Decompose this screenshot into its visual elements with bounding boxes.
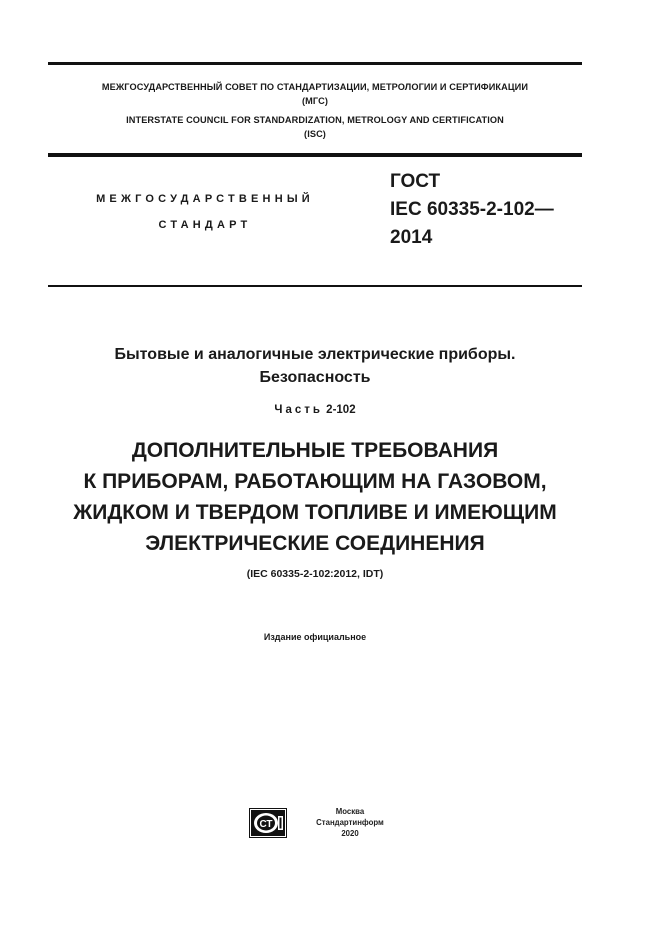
publisher-city: Москва: [335, 807, 365, 816]
title-line1: Бытовые и аналогичные электрические приборы.: [114, 346, 516, 363]
standard-label: [60, 186, 350, 238]
council-en: INTERSTATE COUNCIL FOR STANDARDIZATION, METROLOGY AND CERTIFICATION: [126, 115, 504, 125]
part-label: [48, 404, 582, 416]
gost-line3: 2014: [390, 227, 433, 248]
requirements-line1: ДОПОЛНИТЕЛЬНЫЕ ТРЕБОВАНИЯ: [131, 439, 499, 462]
standard-label-line1: МЕЖГОСУДАРСТВЕННЫЙ: [96, 193, 314, 205]
standartinform-logo-icon: [249, 808, 287, 838]
top-rule: [48, 62, 582, 65]
iec-reference: (IEC 60335-2-102:2012, IDT): [246, 568, 384, 580]
part-word: Часть: [274, 404, 323, 416]
requirements-line4: ЭЛЕКТРИЧЕСКИЕ СОЕДИНЕНИЯ: [145, 532, 485, 555]
publisher-info: [300, 806, 400, 839]
official-edition: Издание официальное: [263, 632, 367, 642]
title-line2: Безопасность: [259, 369, 371, 386]
document-title: [48, 343, 582, 389]
council-rule: [48, 153, 582, 157]
gost-line1: ГОСТ: [390, 171, 441, 192]
gost-line2: IEC 60335-2-102—: [390, 199, 554, 220]
publisher-name: Стандартинформ: [316, 818, 384, 827]
council-ru-abbr: (МГС): [302, 96, 328, 106]
logo-lettering: СТ: [259, 819, 273, 830]
council-en-abbr: (ISC): [304, 129, 326, 139]
part-number: 2-102: [326, 404, 356, 416]
standard-label-line2: СТАНДАРТ: [158, 219, 252, 231]
requirements-title: [40, 435, 590, 559]
requirements-line3: ЖИДКОМ И ТВЕРДОМ ТОПЛИВЕ И ИМЕЮЩИМ: [73, 501, 557, 524]
publisher-year: 2020: [341, 829, 359, 838]
requirements-line2: К ПРИБОРАМ, РАБОТАЮЩИМ НА ГАЗОВОМ,: [83, 470, 547, 493]
gost-designation: [390, 168, 554, 252]
council-header: [48, 80, 582, 141]
designation-rule: [48, 285, 582, 287]
council-ru: МЕЖГОСУДАРСТВЕННЫЙ СОВЕТ ПО СТАНДАРТИЗАЦИИ, МЕТРОЛОГИИ И СЕРТИФИКАЦИИ: [101, 82, 529, 92]
standartinform-logo: [249, 808, 287, 838]
